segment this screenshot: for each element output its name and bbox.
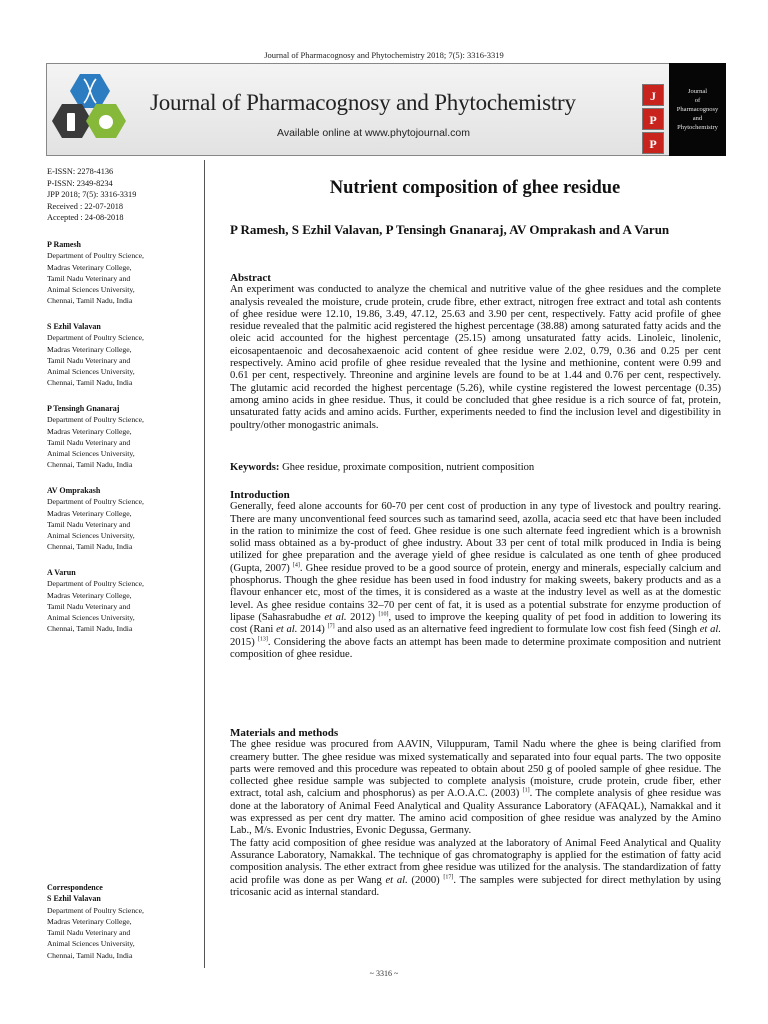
affiliation-line: Tamil Nadu Veterinary and: [47, 519, 131, 529]
affiliation-line: Tamil Nadu Veterinary and: [47, 355, 131, 365]
correspondence-line: Madras Veterinary College,: [47, 916, 132, 926]
affiliation-line: Animal Sciences University,: [47, 531, 135, 541]
methods-text: The ghee residue was procured from AAVIN, Viluppuram, Tamil Nadu where the ghee is being clarified from creamery butter. The ghee residue was mixed systematically and separated into four equal parts. The two opposite parts were removed and this procedure was repeated to obtain about 250 g of pooled sample of ghee residue. The collected ghee residue sample was subjected to complete analysis (moisture, crude protein, crude fiber, ether extract, total ash, calcium and phosphorus) as per A.O.A.C. (2003): [230, 739, 721, 800]
citation-ref[interactable]: [7]: [327, 623, 335, 630]
letter-p-first: P: [642, 108, 664, 130]
affiliation-line: Madras Veterinary College,: [47, 590, 132, 600]
affiliation-line: Department of Poultry Science,: [47, 333, 144, 343]
intro-text: . Considering the above facts an attempt has been made to determine proximate composition and nutrient composition of ghee residue.: [230, 636, 721, 660]
methods-heading: Materials and methods: [230, 727, 339, 739]
et-al: et al.: [699, 624, 721, 636]
article-meta: [47, 166, 197, 224]
column-divider: [204, 160, 205, 968]
methods-text: The fatty acid composition of ghee residue was analyzed at the laboratory of Animal Feed Analytical and Quality Assurance Laboratory, Namakkal. The technique of gas chromatography is applied for the estimation of fatty acid composition analysis. The ether extract from ghee residue was utilized for the analysis. The standardization of fatty acid profile was done as per Wang: [230, 837, 721, 886]
affiliation-line: Department of Poultry Science,: [47, 251, 144, 261]
affiliation-line: Chennai, Tamil Nadu, India: [47, 378, 133, 388]
box-line: of: [694, 97, 701, 104]
journal-title: Journal of Pharmacognosy and Phytochemistry: [150, 90, 576, 115]
introduction-heading: Introduction: [230, 489, 290, 501]
affiliation-line: Madras Veterinary College,: [47, 426, 132, 436]
affiliation-line: Chennai, Tamil Nadu, India: [47, 460, 133, 470]
affiliation-line: Madras Veterinary College,: [47, 262, 132, 272]
correspondence-line: Department of Poultry Science,: [47, 905, 144, 915]
et-al: et al.: [385, 874, 408, 886]
affiliation-line: Department of Poultry Science,: [47, 415, 144, 425]
journal-website[interactable]: Available online at www.phytojournal.com: [277, 127, 470, 139]
introduction-section: [230, 489, 721, 661]
affiliation: [47, 239, 197, 307]
correspondence-line: Tamil Nadu Veterinary and: [47, 928, 131, 938]
methods-text: (2000): [407, 874, 440, 886]
affiliation-name: A Varun: [47, 568, 76, 577]
affiliation-line: Chennai, Tamil Nadu, India: [47, 296, 133, 306]
affiliation-name: P Ramesh: [47, 240, 81, 249]
journal-logo-icon: [50, 70, 130, 150]
affiliation-line: Tamil Nadu Veterinary and: [47, 273, 131, 283]
correspondence: [47, 882, 197, 961]
affiliation-line: Chennai, Tamil Nadu, India: [47, 624, 133, 634]
affiliation-line: Animal Sciences University,: [47, 367, 135, 377]
correspondence-name: S Ezhil Valavan: [47, 894, 101, 904]
received-date: Received : 22-07-2018: [47, 201, 124, 211]
intro-text: Generally, feed alone accounts for 60-70 per cent cost of production in any type of livestock and poultry rearing. There are many unconventional feed sources such as tamarind seed, azolla, acacia seed etc that have been included in the ration to minimize the cost of feed. Ghee residue is one such alternate feed ingredient which is a brownish solid mass obtained as a by-product of ghee industry. About 33 per cent of total milk produced in India is being utilized for ghee preparation and the average yield of ghee residue is calculated as one tenth of ghee produced (Gupta, 2007): [230, 501, 721, 574]
intro-text: and also used as an alternative feed ingredient to formulate low cost fish feed (Singh: [334, 624, 700, 636]
methods-text: . The samples were subjected for direct methylation by using tricosanic acid as internal standard.: [230, 874, 721, 898]
keywords: [230, 462, 721, 474]
affiliation-line: Department of Poultry Science,: [47, 497, 144, 507]
accepted-date: Accepted : 24-08-2018: [47, 213, 124, 222]
letter-p-second: P: [642, 132, 664, 154]
abstract-text: An experiment was conducted to analyze the chemical and nutritive value of the ghee residues and the complete analysis revealed the moisture, crude protein, crude fibre, ether extract, nitrogen free extract and total ash contents of ghee residue were 12.10, 19.86, 3.49, 47.12, 25.63 and 3.90 per cent, respectively. Fatty acid profile of ghee residue revealed that the palmitic acid registered the highest percentage (38.88) among saturated fatty acids and the oleic acid accounted for the highest percentage (25.15) among unsaturated fatty acids. Linoleic, linolenic, eicosapentaenoic and decosahexaenoic acid content of ghee residue were 2.02, 0.79, 0.36 and 0.25 per cent respectively. Amino acid profile of ghee residue revealed that the lysine and methionine, content were 0.99 and 0.61 per cent, respectively. Threonine and arginine levels are found to be at 1.44 and 0.76 per cent, respectively. The glutamic acid recorded the highest percentage (5.26), while cystine registered the lowest percentage (0.35) among amino acids in ghee residue. Thus, it could be concluded that ghee residue is a rich source of fat, protein, unsaturated fatty acids and amino acids. Further, experiments needed to find the inclusion level and digestibility in poultry/other monogastric animals.: [230, 284, 721, 431]
correspondence-heading: Correspondence: [47, 883, 103, 892]
letter-j: J: [642, 84, 664, 106]
citation-ref[interactable]: [1]: [522, 787, 530, 794]
box-line: Pharmacognosy: [676, 106, 719, 113]
keywords-label: Keywords:: [230, 462, 280, 473]
citation-ref[interactable]: [13]: [257, 636, 268, 643]
intro-text: . Ghee residue proved to be a good source of protein, energy and minerals, especially calcium and phosphorus. Though the ghee residue has been used in food industry for making sweets, bakery products and as a flavour enhancer etc, most of the times, it is considered as a waste at the industry level as well as at the domestic level. As ghee residue contains 32–70 per cent of fat, it is used as a potential substrate for enzyme production of lipase (Sahasrabudhe: [230, 562, 721, 623]
box-line: Journal: [687, 88, 708, 95]
intro-text: 2012): [346, 611, 375, 623]
affiliation: [47, 485, 197, 553]
methods-section: [230, 727, 721, 899]
citation-ref[interactable]: [4]: [292, 562, 300, 569]
citation-ref[interactable]: [17]: [443, 874, 454, 881]
abstract: [230, 272, 721, 432]
affiliation-name: S Ezhil Valavan: [47, 322, 101, 331]
affiliation-line: Animal Sciences University,: [47, 449, 135, 459]
affiliation-name: P Tensingh Gnanaraj: [47, 404, 120, 413]
paper-title: Nutrient composition of ghee residue: [329, 178, 621, 198]
affiliation-line: Tamil Nadu Veterinary and: [47, 601, 131, 611]
methods-text: . The complete analysis of ghee residue was done at the laboratory of Animal Feed Analytical and Quality Assurance Laboratory (AFAQAL), Namakkal and it was expressed as per cent dry matter. The amino acid composition of ghee residue was analyzed by the Amino Lab., M/s. Evonic Industries, Evonic Degussa, Germany.: [230, 788, 721, 837]
intro-text: 2015): [230, 636, 255, 648]
running-head: Journal of Pharmacognosy and Phytochemistry 2018; 7(5): 3316-3319: [264, 50, 504, 60]
affiliation-line: Madras Veterinary College,: [47, 508, 132, 518]
et-al: et al.: [324, 611, 347, 623]
citation-ref[interactable]: [10]: [378, 611, 389, 618]
box-line: and: [692, 115, 703, 122]
page-number: ~ 3316 ~: [369, 969, 399, 978]
affiliation: [47, 403, 197, 471]
affiliation: [47, 321, 197, 389]
affiliation: [47, 567, 197, 635]
methods-paragraph: [230, 838, 721, 899]
affiliation-name: AV Omprakash: [47, 486, 101, 495]
jpp-citation: JPP 2018; 7(5): 3316-3319: [47, 190, 137, 199]
intro-text: 2014): [297, 624, 325, 636]
eissn: E-ISSN: 2278-4136: [47, 167, 114, 176]
keywords-text: Ghee residue, proximate composition, nutrient composition: [282, 462, 535, 473]
pissn: P-ISSN: 2349-8234: [47, 178, 113, 188]
journal-name-box: [669, 63, 726, 156]
affiliation-line: Animal Sciences University,: [47, 285, 135, 295]
box-line: Phytochemistry: [677, 124, 718, 131]
correspondence-line: Chennai, Tamil Nadu, India: [47, 950, 133, 960]
correspondence-line: Animal Sciences University,: [47, 939, 135, 949]
et-al: et al.: [276, 624, 298, 636]
affiliation-line: Department of Poultry Science,: [47, 579, 144, 589]
affiliation-line: Madras Veterinary College,: [47, 344, 132, 354]
intro-text: , used to improve the keeping quality of pet food in addition to lowering its cost (Rani: [230, 611, 721, 636]
affiliation-line: Animal Sciences University,: [47, 613, 135, 623]
affiliation-line: Chennai, Tamil Nadu, India: [47, 542, 133, 552]
author-list: P Ramesh, S Ezhil Valavan, P Tensingh Gnanaraj, AV Omprakash and A Varun: [230, 222, 670, 237]
abstract-heading: Abstract: [230, 272, 271, 284]
affiliation-line: Tamil Nadu Veterinary and: [47, 437, 131, 447]
